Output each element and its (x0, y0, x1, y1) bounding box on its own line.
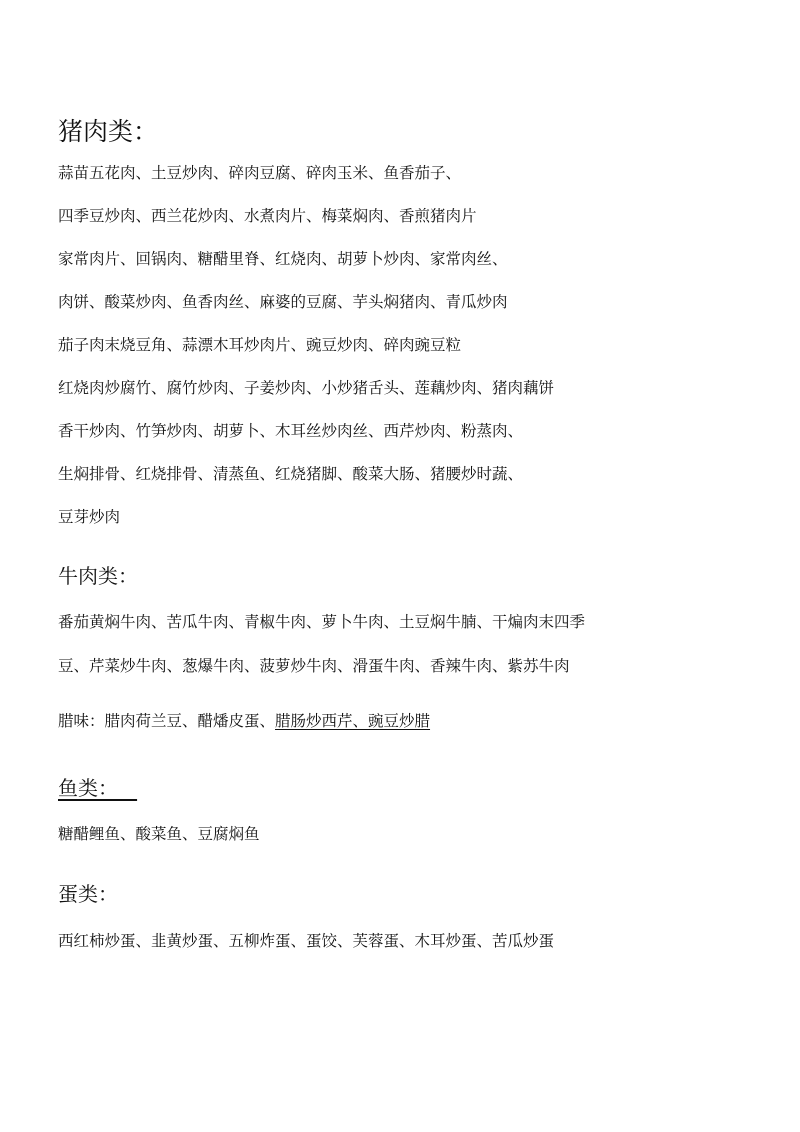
beef-line: 番茄黄焖牛肉、苦瓜牛肉、青椒牛肉、萝卜牛肉、土豆焖牛腩、干煸肉末四季 (58, 613, 586, 631)
pork-line: 肉饼、酸菜炒肉、鱼香肉丝、麻婆的豆腐、芋头焖猪肉、青瓜炒肉 (58, 293, 508, 311)
egg-heading: 蛋类： (58, 882, 118, 906)
pork-line: 四季豆炒肉、西兰花炒肉、水煮肉片、梅菜焖肉、香煎猪肉片 (58, 207, 477, 225)
egg-line: 西红柿炒蛋、韭黄炒蛋、五柳炸蛋、蛋饺、芙蓉蛋、木耳炒蛋、苦瓜炒蛋 (58, 932, 555, 950)
beef-line: 豆、芹菜炒牛肉、葱爆牛肉、菠萝炒牛肉、滑蛋牛肉、香辣牛肉、紫苏牛肉 (58, 657, 570, 675)
cured-meat-text: 腊味：腊肉荷兰豆、醋燔皮蛋、 (58, 712, 276, 730)
fish-heading: 鱼类： (58, 776, 118, 800)
cured-meat-line (58, 709, 430, 731)
pork-line: 蒜苗五花肉、土豆炒肉、碎肉豆腐、碎肉玉米、鱼香茄子、 (58, 164, 462, 182)
pork-line: 家常肉片、回锅肉、糖醋里脊、红烧肉、胡萝卜炒肉、家常肉丝、 (58, 250, 508, 268)
pork-line: 茄子肉末烧豆角、蒜漂木耳炒肉片、豌豆炒肉、碎肉豌豆粒 (58, 336, 462, 354)
fish-line: 糖醋鲤鱼、酸菜鱼、豆腐焖鱼 (58, 825, 260, 843)
pork-line: 生焖排骨、红烧排骨、清蒸鱼、红烧猪脚、酸菜大肠、猪腰炒时蔬、 (58, 465, 524, 483)
pork-heading: 猪肉类： (58, 117, 159, 146)
pork-line: 豆芽炒肉 (58, 508, 121, 526)
pork-line: 香干炒肉、竹笋炒肉、胡萝卜、木耳丝炒肉丝、西芹炒肉、粉蒸肉、 (58, 422, 524, 440)
cured-meat-underlined-text: 腊肠炒西芹、豌豆炒腊 (275, 712, 431, 730)
beef-heading: 牛肉类： (58, 564, 138, 588)
pork-line: 红烧肉炒腐竹、腐竹炒肉、子姜炒肉、小炒猪舌头、莲藕炒肉、猪肉藕饼 (58, 379, 555, 397)
